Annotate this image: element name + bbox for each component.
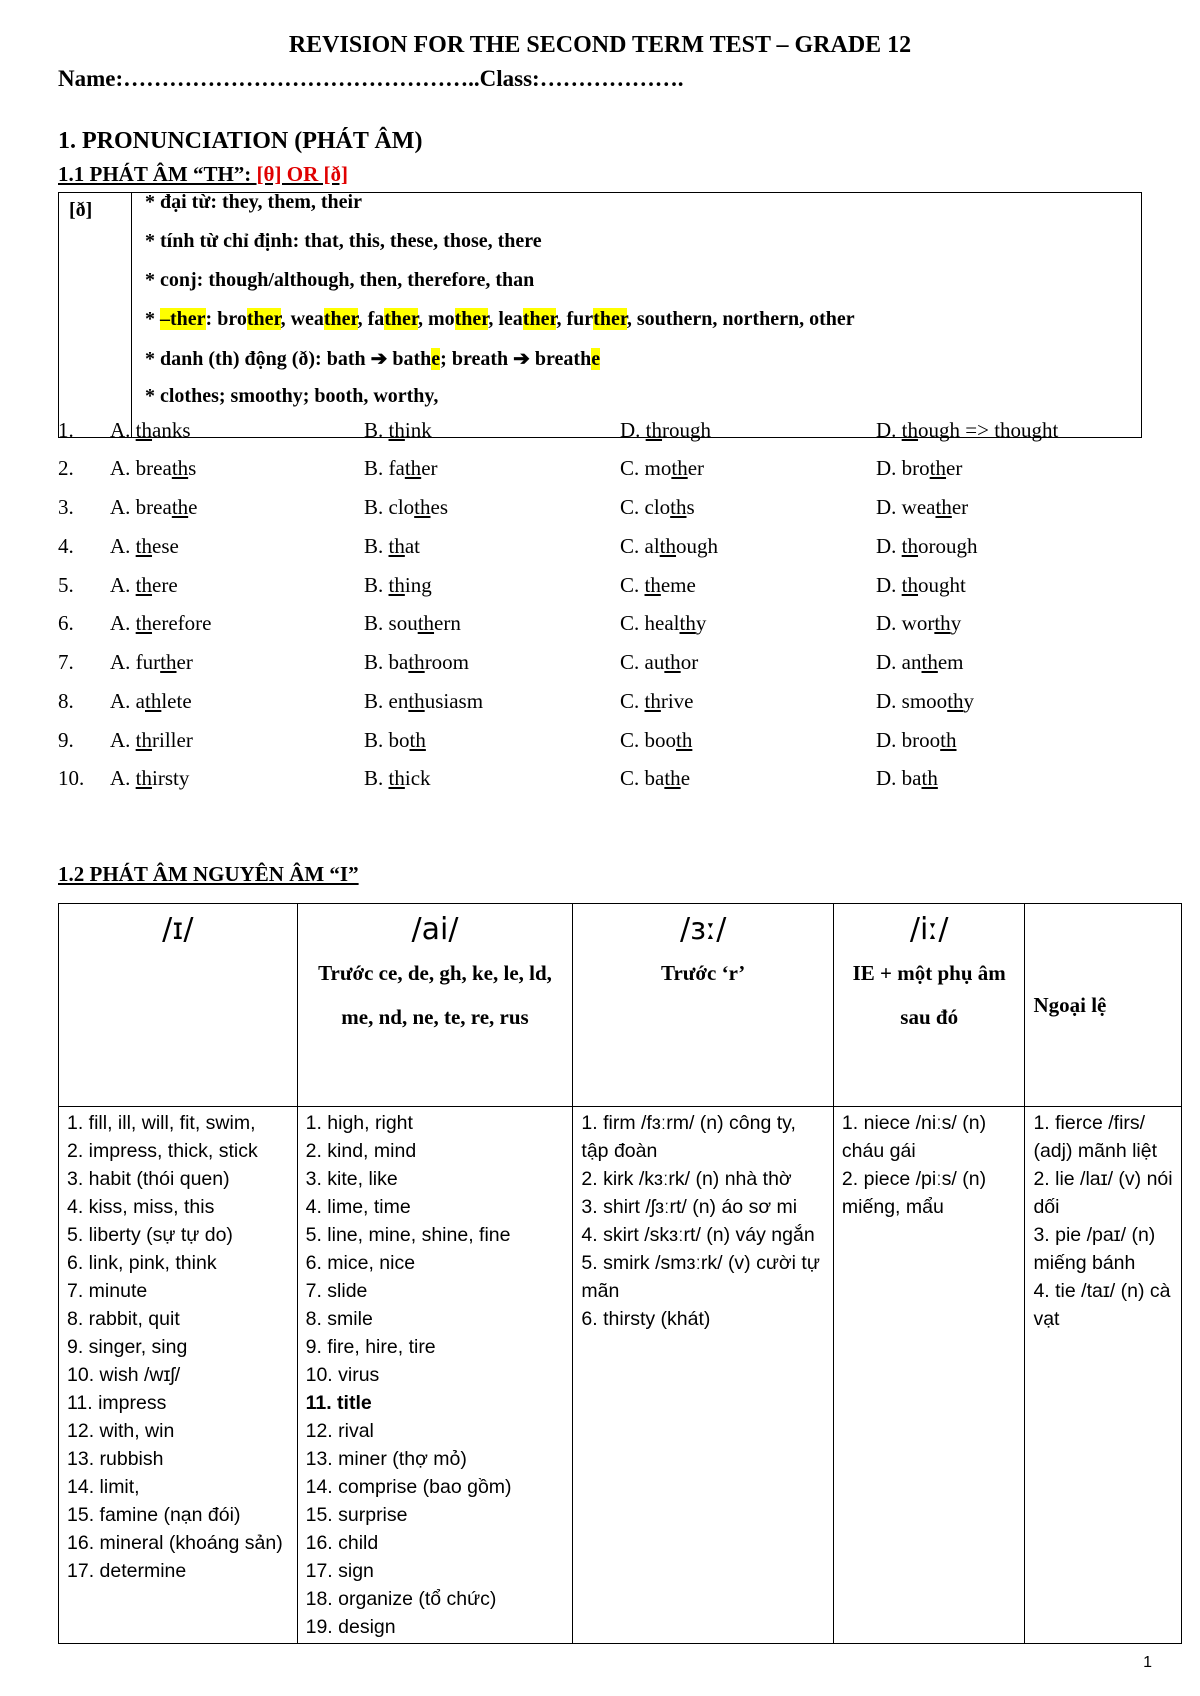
question-row bbox=[58, 495, 1158, 535]
question-row bbox=[58, 573, 1158, 613]
rule-conjunctions: * conj: though/although, then, therefore, than bbox=[145, 269, 535, 291]
answer-option[interactable]: D. thought bbox=[876, 573, 966, 597]
list-item: 16. mineral (khoáng sản) bbox=[67, 1532, 283, 1554]
list-ai bbox=[297, 1107, 573, 1644]
list-item: 8. smile bbox=[305, 1308, 373, 1330]
ther-word: leather bbox=[498, 308, 557, 330]
question-row bbox=[58, 766, 1158, 806]
list-item: 7. minute bbox=[67, 1280, 148, 1302]
ther-word: mother bbox=[427, 308, 489, 330]
header-cell-er: /ɜː/ Trước ‘r’ bbox=[573, 904, 834, 1107]
section-vowel-i-heading: 1.2 PHÁT ÂM NGUYÊN ÂM “I” bbox=[58, 862, 359, 886]
list-item: 1. high, right bbox=[305, 1112, 413, 1134]
list-item: 4. lime, time bbox=[305, 1196, 411, 1218]
question-row bbox=[58, 728, 1158, 768]
list-item: 3. habit (thói quen) bbox=[67, 1168, 230, 1190]
answer-option[interactable]: D. thorough bbox=[876, 534, 978, 558]
answer-option[interactable]: A. thriller bbox=[110, 728, 193, 752]
list-item: 10. wish /wɪʃ/ bbox=[67, 1364, 181, 1386]
header-cell-exceptions: Ngoại lệ bbox=[1025, 904, 1182, 1107]
list-item: 9. fire, hire, tire bbox=[305, 1336, 436, 1358]
document-title: REVISION FOR THE SECOND TERM TEST – GRADE 12 bbox=[288, 32, 912, 58]
question-number: 3. bbox=[58, 495, 74, 519]
answer-option[interactable]: A. further bbox=[110, 650, 193, 674]
th-rule-box bbox=[58, 192, 1142, 438]
rule-demonstratives: * tính từ chỉ định: that, this, these, those, there bbox=[145, 230, 542, 252]
question-row bbox=[58, 534, 1158, 574]
th-voiced-symbol: [ð] bbox=[69, 199, 93, 221]
question-row bbox=[58, 689, 1158, 729]
answer-option[interactable]: C. cloths bbox=[620, 495, 695, 519]
list-item: 2. kind, mind bbox=[305, 1140, 417, 1162]
question-number: 1. bbox=[58, 418, 74, 442]
vowel-i-table bbox=[58, 903, 1182, 1644]
answer-option[interactable]: B. southern bbox=[364, 611, 461, 635]
answer-option[interactable]: A. thirsty bbox=[110, 766, 190, 790]
ther-word: brother bbox=[217, 308, 281, 330]
list-exceptions bbox=[1025, 1107, 1182, 1644]
answer-option[interactable]: C. theme bbox=[620, 573, 696, 597]
header-cell-long-i: /iː/ IE + một phụ âm sau đó bbox=[833, 904, 1025, 1107]
answer-option[interactable]: B. father bbox=[364, 456, 438, 480]
rule-misc-words: * clothes; smoothy; booth, worthy, bbox=[145, 385, 439, 407]
ther-word: weather bbox=[290, 308, 358, 330]
page-number: 1 bbox=[1143, 1654, 1152, 1671]
question-number: 2. bbox=[58, 456, 74, 480]
rule-pronouns: * đại từ: they, them, their bbox=[145, 191, 362, 213]
question-number: 8. bbox=[58, 689, 74, 713]
rule-noun-verb: * danh (th) động (ð): bath ➔ bathe; breath ➔ breathe bbox=[145, 348, 601, 370]
answer-option[interactable]: C. thrive bbox=[620, 689, 694, 713]
question-number: 9. bbox=[58, 728, 74, 752]
question-number: 5. bbox=[58, 573, 74, 597]
answer-option[interactable]: D. brooth bbox=[876, 728, 957, 752]
list-item: 5. smirk /smɜːrk/ (v) cười tự mãn bbox=[581, 1252, 820, 1302]
answer-option[interactable]: D. anthem bbox=[876, 650, 964, 674]
list-item: 5. line, mine, shine, fine bbox=[305, 1224, 511, 1246]
list-item: 1. fill, ill, will, fit, swim, bbox=[67, 1112, 256, 1134]
arrow-icon: ➔ bbox=[513, 348, 530, 370]
list-item: 2. kirk /kɜːrk/ (n) nhà thờ bbox=[581, 1168, 792, 1190]
list-item: 13. miner (thợ mỏ) bbox=[305, 1448, 467, 1470]
list-item: 5. liberty (sự tự do) bbox=[67, 1224, 233, 1246]
th-symbols: [θ] OR [ð] bbox=[256, 162, 348, 186]
list-item: 1. fierce /firs/ (adj) mãnh liệt bbox=[1033, 1112, 1158, 1162]
list-item: 2. piece /piːs/ (n) miếng, mẩu bbox=[841, 1168, 987, 1218]
list-item: 12. rival bbox=[305, 1420, 374, 1442]
list-item: 3. pie /paɪ/ (n) miếng bánh bbox=[1033, 1224, 1156, 1274]
list-item: 17. sign bbox=[305, 1560, 374, 1582]
list-item: 9. singer, sing bbox=[67, 1336, 188, 1358]
question-number: 7. bbox=[58, 650, 74, 674]
answer-option[interactable]: A. these bbox=[110, 534, 179, 558]
list-item: 17. determine bbox=[67, 1560, 187, 1582]
answer-option[interactable]: C. bathe bbox=[620, 766, 691, 790]
list-item: 3. kite, like bbox=[305, 1168, 398, 1190]
list-item: 11. impress bbox=[67, 1392, 167, 1414]
list-item: 2. impress, thick, stick bbox=[67, 1140, 258, 1162]
list-item: 7. slide bbox=[305, 1280, 368, 1302]
answer-option[interactable]: C. mother bbox=[620, 456, 705, 480]
answer-option[interactable]: D. smoothy bbox=[876, 689, 975, 713]
answer-option[interactable]: C. author bbox=[620, 650, 699, 674]
list-item: 19. design bbox=[305, 1616, 396, 1638]
answer-option[interactable]: A. therefore bbox=[110, 611, 212, 635]
answer-option[interactable]: A. breathe bbox=[110, 495, 198, 519]
list-item: 14. limit, bbox=[67, 1476, 140, 1498]
list-item: 16. child bbox=[305, 1532, 379, 1554]
list-item: 4. skirt /skɜːrt/ (n) váy ngắn bbox=[581, 1224, 815, 1246]
list-item: 13. rubbish bbox=[67, 1448, 164, 1470]
list-item: 14. comprise (bao gồm) bbox=[305, 1476, 512, 1498]
answer-option[interactable]: A. there bbox=[110, 573, 178, 597]
list-item: 15. surprise bbox=[305, 1504, 408, 1526]
answer-option[interactable]: B. thing bbox=[364, 573, 432, 597]
header-cell-ai: /ai/ Trước ce, de, gh, ke, le, ld, me, nd, ne, te, re, rus bbox=[297, 904, 573, 1107]
list-long-i bbox=[833, 1107, 1025, 1644]
answer-option[interactable]: B. think bbox=[364, 418, 432, 442]
question-row bbox=[58, 418, 1158, 458]
answer-option[interactable]: A. thanks bbox=[110, 418, 191, 442]
list-item: 15. famine (nạn đói) bbox=[67, 1504, 241, 1526]
list-item: 8. rabbit, quit bbox=[67, 1308, 180, 1330]
section-th-heading: 1.1 PHÁT ÂM “TH”: [θ] OR [ð] bbox=[58, 162, 348, 186]
list-item: 6. thirsty (khát) bbox=[581, 1308, 711, 1330]
answer-option[interactable]: B. both bbox=[364, 728, 426, 752]
question-number: 6. bbox=[58, 611, 74, 635]
answer-option[interactable]: B. enthusiasm bbox=[364, 689, 484, 713]
list-short-i bbox=[59, 1107, 298, 1644]
answer-option[interactable]: A. athlete bbox=[110, 689, 192, 713]
answer-option[interactable]: B. clothes bbox=[364, 495, 449, 519]
list-item: 2. lie /laɪ/ (v) nói dối bbox=[1033, 1168, 1173, 1218]
answer-option[interactable]: B. thick bbox=[364, 766, 431, 790]
question-row bbox=[58, 650, 1158, 690]
answer-option[interactable]: D. weather bbox=[876, 495, 969, 519]
answer-option[interactable]: D. though => thought bbox=[876, 418, 1059, 442]
question-number: 10. bbox=[58, 766, 85, 790]
question-number: 4. bbox=[58, 534, 74, 558]
question-row bbox=[58, 456, 1158, 496]
answer-option[interactable]: C. although bbox=[620, 534, 719, 558]
answer-option[interactable]: D. brother bbox=[876, 456, 963, 480]
list-er bbox=[573, 1107, 834, 1644]
header-cell-short-i: /ɪ/ bbox=[59, 904, 298, 1107]
question-row bbox=[58, 611, 1158, 651]
section-pronunciation-heading: 1. PRONUNCIATION (PHÁT ÂM) bbox=[58, 128, 423, 154]
list-item: 1. niece /niːs/ (n) cháu gái bbox=[841, 1112, 987, 1162]
list-item: 1. firm /fɜːrm/ (n) công ty, tập đoàn bbox=[581, 1112, 796, 1162]
answer-option[interactable]: B. that bbox=[364, 534, 421, 558]
answer-option[interactable]: C. healthy bbox=[620, 611, 707, 635]
list-item: 4. tie /taɪ/ (n) cà vạt bbox=[1033, 1280, 1171, 1330]
list-item: 18. organize (tổ chức) bbox=[305, 1588, 497, 1610]
list-item: 4. kiss, miss, this bbox=[67, 1196, 215, 1218]
list-item: 11. title bbox=[305, 1392, 372, 1414]
answer-option[interactable]: C. booth bbox=[620, 728, 693, 752]
answer-option[interactable]: D. through bbox=[620, 418, 712, 442]
name-class-line: Name:………………………………………..Class:………………. bbox=[58, 66, 684, 91]
list-item: 6. link, pink, think bbox=[67, 1252, 217, 1274]
ther-word: father bbox=[367, 308, 418, 330]
list-item: 10. virus bbox=[305, 1364, 380, 1386]
arrow-icon: ➔ bbox=[370, 348, 388, 370]
ther-word: further bbox=[566, 308, 627, 330]
list-item: 12. with, win bbox=[67, 1420, 175, 1442]
answer-option[interactable]: D. bath bbox=[876, 766, 938, 790]
rule-ther-words: * –ther: brother, weather, father, mother, leather, further, southern, northern, other bbox=[145, 308, 855, 330]
list-item: 3. shirt /ʃɜːrt/ (n) áo sơ mi bbox=[581, 1196, 798, 1218]
list-item: 6. mice, nice bbox=[305, 1252, 416, 1274]
answer-option[interactable]: B. bathroom bbox=[364, 650, 470, 674]
answer-option[interactable]: A. breaths bbox=[110, 456, 197, 480]
answer-option[interactable]: D. worthy bbox=[876, 611, 962, 635]
